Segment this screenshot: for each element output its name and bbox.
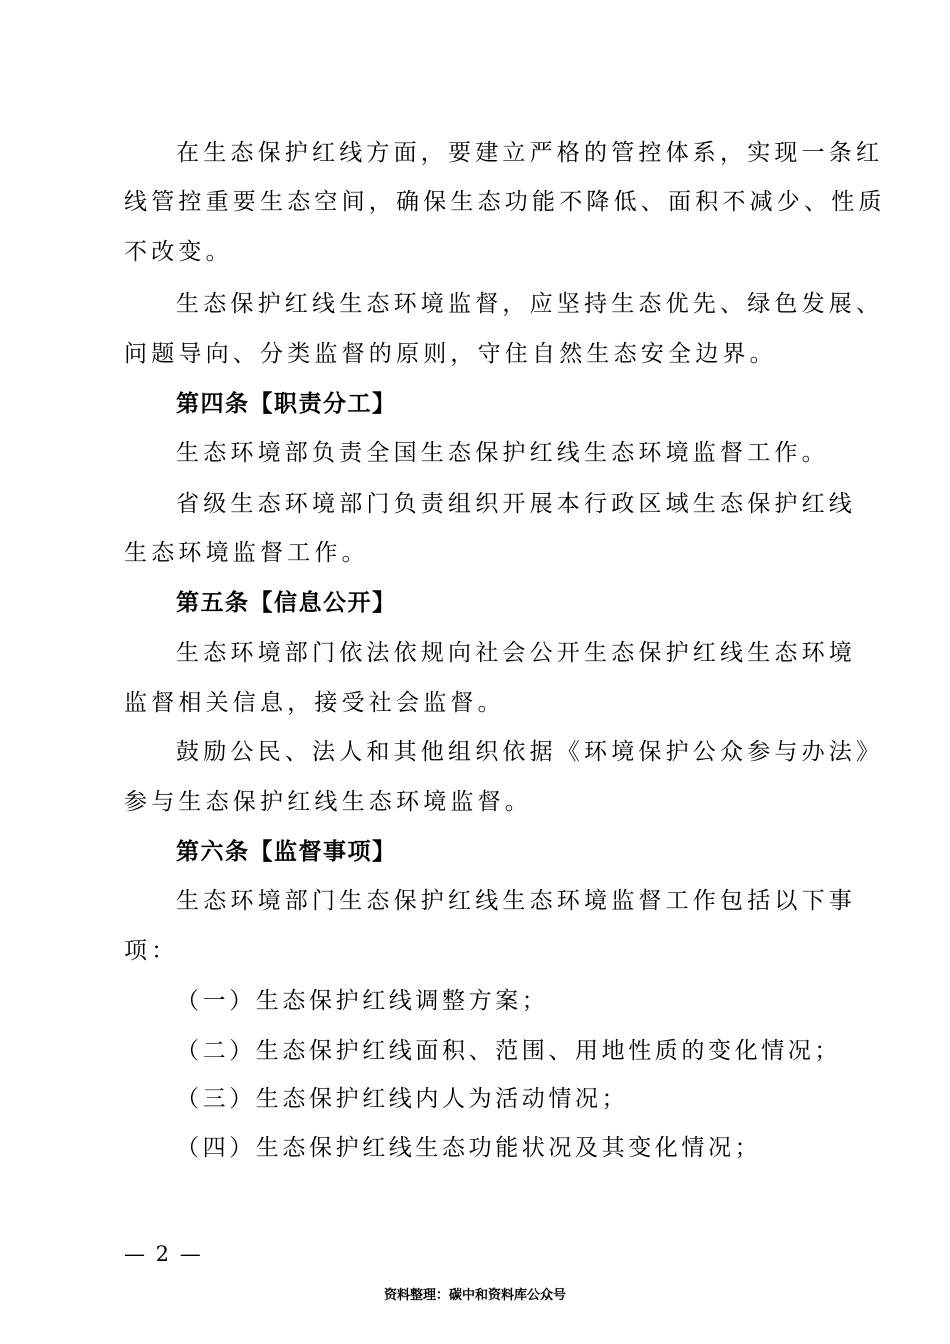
paragraph-line: 在生态保护红线方面，要建立严格的管控体系，实现一条红 xyxy=(176,140,884,166)
paragraph-line: 问题导向、分类监督的原则，守住自然生态安全边界。 xyxy=(124,341,777,367)
paragraph-line: 监督相关信息，接受社会监督。 xyxy=(124,690,505,716)
paragraph-line: 生态环境部门生态保护红线生态环境监督工作包括以下事 xyxy=(176,888,856,914)
paragraph-line: 鼓励公民、法人和其他组织依据《环境保护公众参与办法》 xyxy=(176,739,884,765)
paragraph-line: 生态保护红线生态环境监督，应坚持生态优先、绿色发展、 xyxy=(176,291,884,317)
page-number: — 2 — xyxy=(124,1242,203,1266)
list-item: （二）生态保护红线面积、范围、用地性质的变化情况； xyxy=(176,1038,841,1064)
paragraph-line: 生态环境部负责全国生态保护红线生态环境监督工作。 xyxy=(176,440,829,466)
list-item: （一）生态保护红线调整方案； xyxy=(176,988,549,1014)
list-item: （三）生态保护红线内人为活动情况； xyxy=(176,1086,629,1112)
list-item: （四）生态保护红线生态功能状况及其变化情况； xyxy=(176,1135,762,1161)
paragraph-line: 线管控重要生态空间，确保生态功能不降低、面积不减少、性质 xyxy=(124,189,886,215)
source-note: 资料整理：碳中和资料库公众号 xyxy=(383,1288,566,1303)
paragraph-line: 生态环境部门依法依规向社会公开生态保护红线生态环境 xyxy=(176,640,856,666)
paragraph-line: 参与生态保护红线生态环境监督。 xyxy=(124,789,532,815)
paragraph-line: 不改变。 xyxy=(124,239,233,265)
paragraph-line: 项： xyxy=(124,938,179,964)
article-6-heading: 第六条【监督事项】 xyxy=(176,839,397,865)
paragraph-line: 生态环境监督工作。 xyxy=(124,540,369,566)
article-5-heading: 第五条【信息公开】 xyxy=(176,590,397,616)
article-4-heading: 第四条【职责分工】 xyxy=(176,391,397,417)
paragraph-line: 省级生态环境部门负责组织开展本行政区域生态保护红线 xyxy=(176,491,856,517)
